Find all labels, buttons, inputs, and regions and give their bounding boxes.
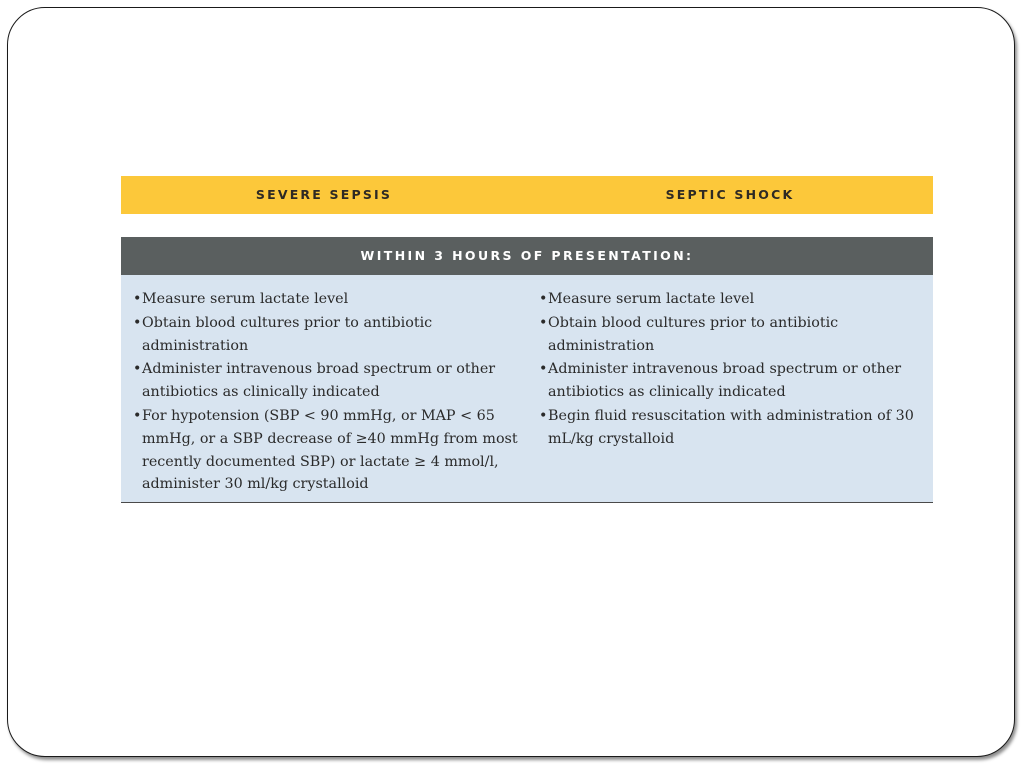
list-item: • Obtain blood cultures prior to antibiotic administration xyxy=(133,312,518,358)
list-item: • Begin fluid resuscitation with administration of 30 mL/kg crystalloid xyxy=(539,405,924,451)
content-panel xyxy=(121,275,933,503)
severe-sepsis-list xyxy=(133,288,518,497)
header-septic-shock: SEPTIC SHOCK xyxy=(665,187,795,202)
slide-frame xyxy=(7,7,1015,757)
list-item: • Administer intravenous broad spectrum or other antibiotics as clinically indicated xyxy=(539,358,924,404)
list-item: • Measure serum lactate level xyxy=(539,288,924,311)
column-header-bar xyxy=(121,176,933,214)
septic-shock-list xyxy=(539,288,924,452)
list-item: • Obtain blood cultures prior to antibiotic administration xyxy=(539,312,924,358)
list-item: • For hypotension (SBP < 90 mmHg, or MAP < 65 mmHg, or a SBP decrease of ≥40 mmHg from most recently documented SBP) or lactate ≥ 4 mmol/l, administer 30 ml/kg crystalloid xyxy=(133,405,518,496)
header-severe-sepsis: SEVERE SEPSIS xyxy=(255,187,393,202)
list-item: • Measure serum lactate level xyxy=(133,288,518,311)
list-item: • Administer intravenous broad spectrum or other antibiotics as clinically indicated xyxy=(133,358,518,404)
section-title: WITHIN 3 HOURS OF PRESENTATION: xyxy=(121,237,933,275)
